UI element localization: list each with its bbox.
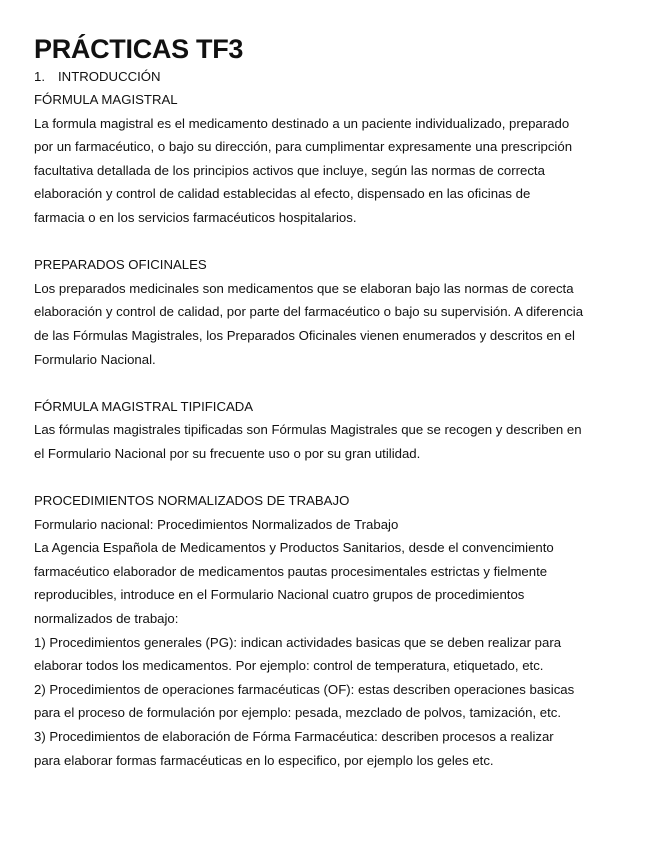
paragraph-line: por un farmacéutico, o bajo su dirección, para cumplimentar expresamente una prescripción — [34, 139, 573, 155]
paragraph-line: farmacia o en los servicios farmacéuticos hospitalarios. — [34, 209, 357, 225]
list-item-line: para el proceso de formulación por ejemplo: pesada, mezclado de polvos, tamización, etc. — [34, 705, 562, 721]
section-heading: FÓRMULA MAGISTRAL — [34, 92, 178, 107]
paragraph-line: Formulario nacional: Procedimientos Normalizados de Trabajo — [34, 516, 399, 532]
blank-line — [34, 230, 634, 254]
list-item-line: para elaborar formas farmacéuticas en lo especifico, por ejemplo los geles etc. — [34, 752, 494, 768]
intro-heading — [34, 65, 634, 88]
paragraph-line: reproducibles, introduce en el Formulario Nacional cuatro grupos de procedimientos — [34, 587, 525, 603]
paragraph-line: La Agencia Española de Medicamentos y Productos Sanitarios, desde el convencimiento — [34, 540, 554, 556]
paragraph-line: La formula magistral es el medicamento destinado a un paciente individualizado, preparado — [34, 115, 570, 131]
paragraph-line: facultativa detallada de los principios activos que incluye, según las normas de correcta — [34, 162, 545, 178]
paragraph-line: normalizados de trabajo: — [34, 611, 179, 627]
paragraph-line: Formulario Nacional. — [34, 351, 156, 367]
paragraph-line: Las fórmulas magistrales tipificadas son Fórmulas Magistrales que se recogen y describen en — [34, 422, 582, 438]
intro-label: INTRODUCCIÓN — [58, 69, 161, 84]
paragraph-line: Los preparados medicinales son medicamentos que se elaboran bajo las normas de corecta — [34, 280, 574, 296]
paragraph-line: el Formulario Nacional por su frecuente uso o por su gran utilidad. — [34, 445, 421, 461]
section-formula-magistral — [34, 88, 634, 230]
paragraph-line: farmacéutico elaborador de medicamentos pautas procesimentales estrictas y fielmente — [34, 563, 548, 579]
section-heading: FÓRMULA MAGISTRAL TIPIFICADA — [34, 398, 254, 414]
section-heading: PROCEDIMIENTOS NORMALIZADOS DE TRABAJO — [34, 493, 350, 509]
blank-line — [34, 466, 634, 490]
section-procedimientos-normalizados — [34, 489, 634, 772]
list-item-line: elaborar todos los medicamentos. Por ejemplo: control de temperatura, etiquetado, etc. — [34, 658, 544, 674]
section-preparados-oficinales — [34, 253, 634, 371]
paragraph-line: elaboración y control de calidad establecidas al efecto, dispensado en las oficinas de — [34, 186, 531, 202]
list-item-line: 3) Procedimientos de elaboración de Fórma Farmacéutica: describen procesos a realizar — [34, 729, 554, 745]
list-item-line: 2) Procedimientos de operaciones farmacéuticas (OF): estas describen operaciones basicas — [34, 681, 575, 697]
list-item-line: 1) Procedimientos generales (PG): indican actividades basicas que se deben realizar para — [34, 634, 562, 650]
section-formula-tipificada — [34, 395, 634, 466]
paragraph-line: de las Fórmulas Magistrales, los Preparados Oficinales vienen enumerados y descritos en el — [34, 327, 575, 343]
document-page — [34, 33, 634, 772]
blank-line — [34, 371, 634, 395]
section-heading: PREPARADOS OFICINALES — [34, 257, 207, 273]
paragraph-line: elaboración y control de calidad, por parte del farmacéutico o bajo su supervisión. A diferencia — [34, 304, 584, 320]
intro-number: 1. — [34, 69, 45, 84]
document-title: PRÁCTICAS TF3 — [34, 34, 244, 64]
